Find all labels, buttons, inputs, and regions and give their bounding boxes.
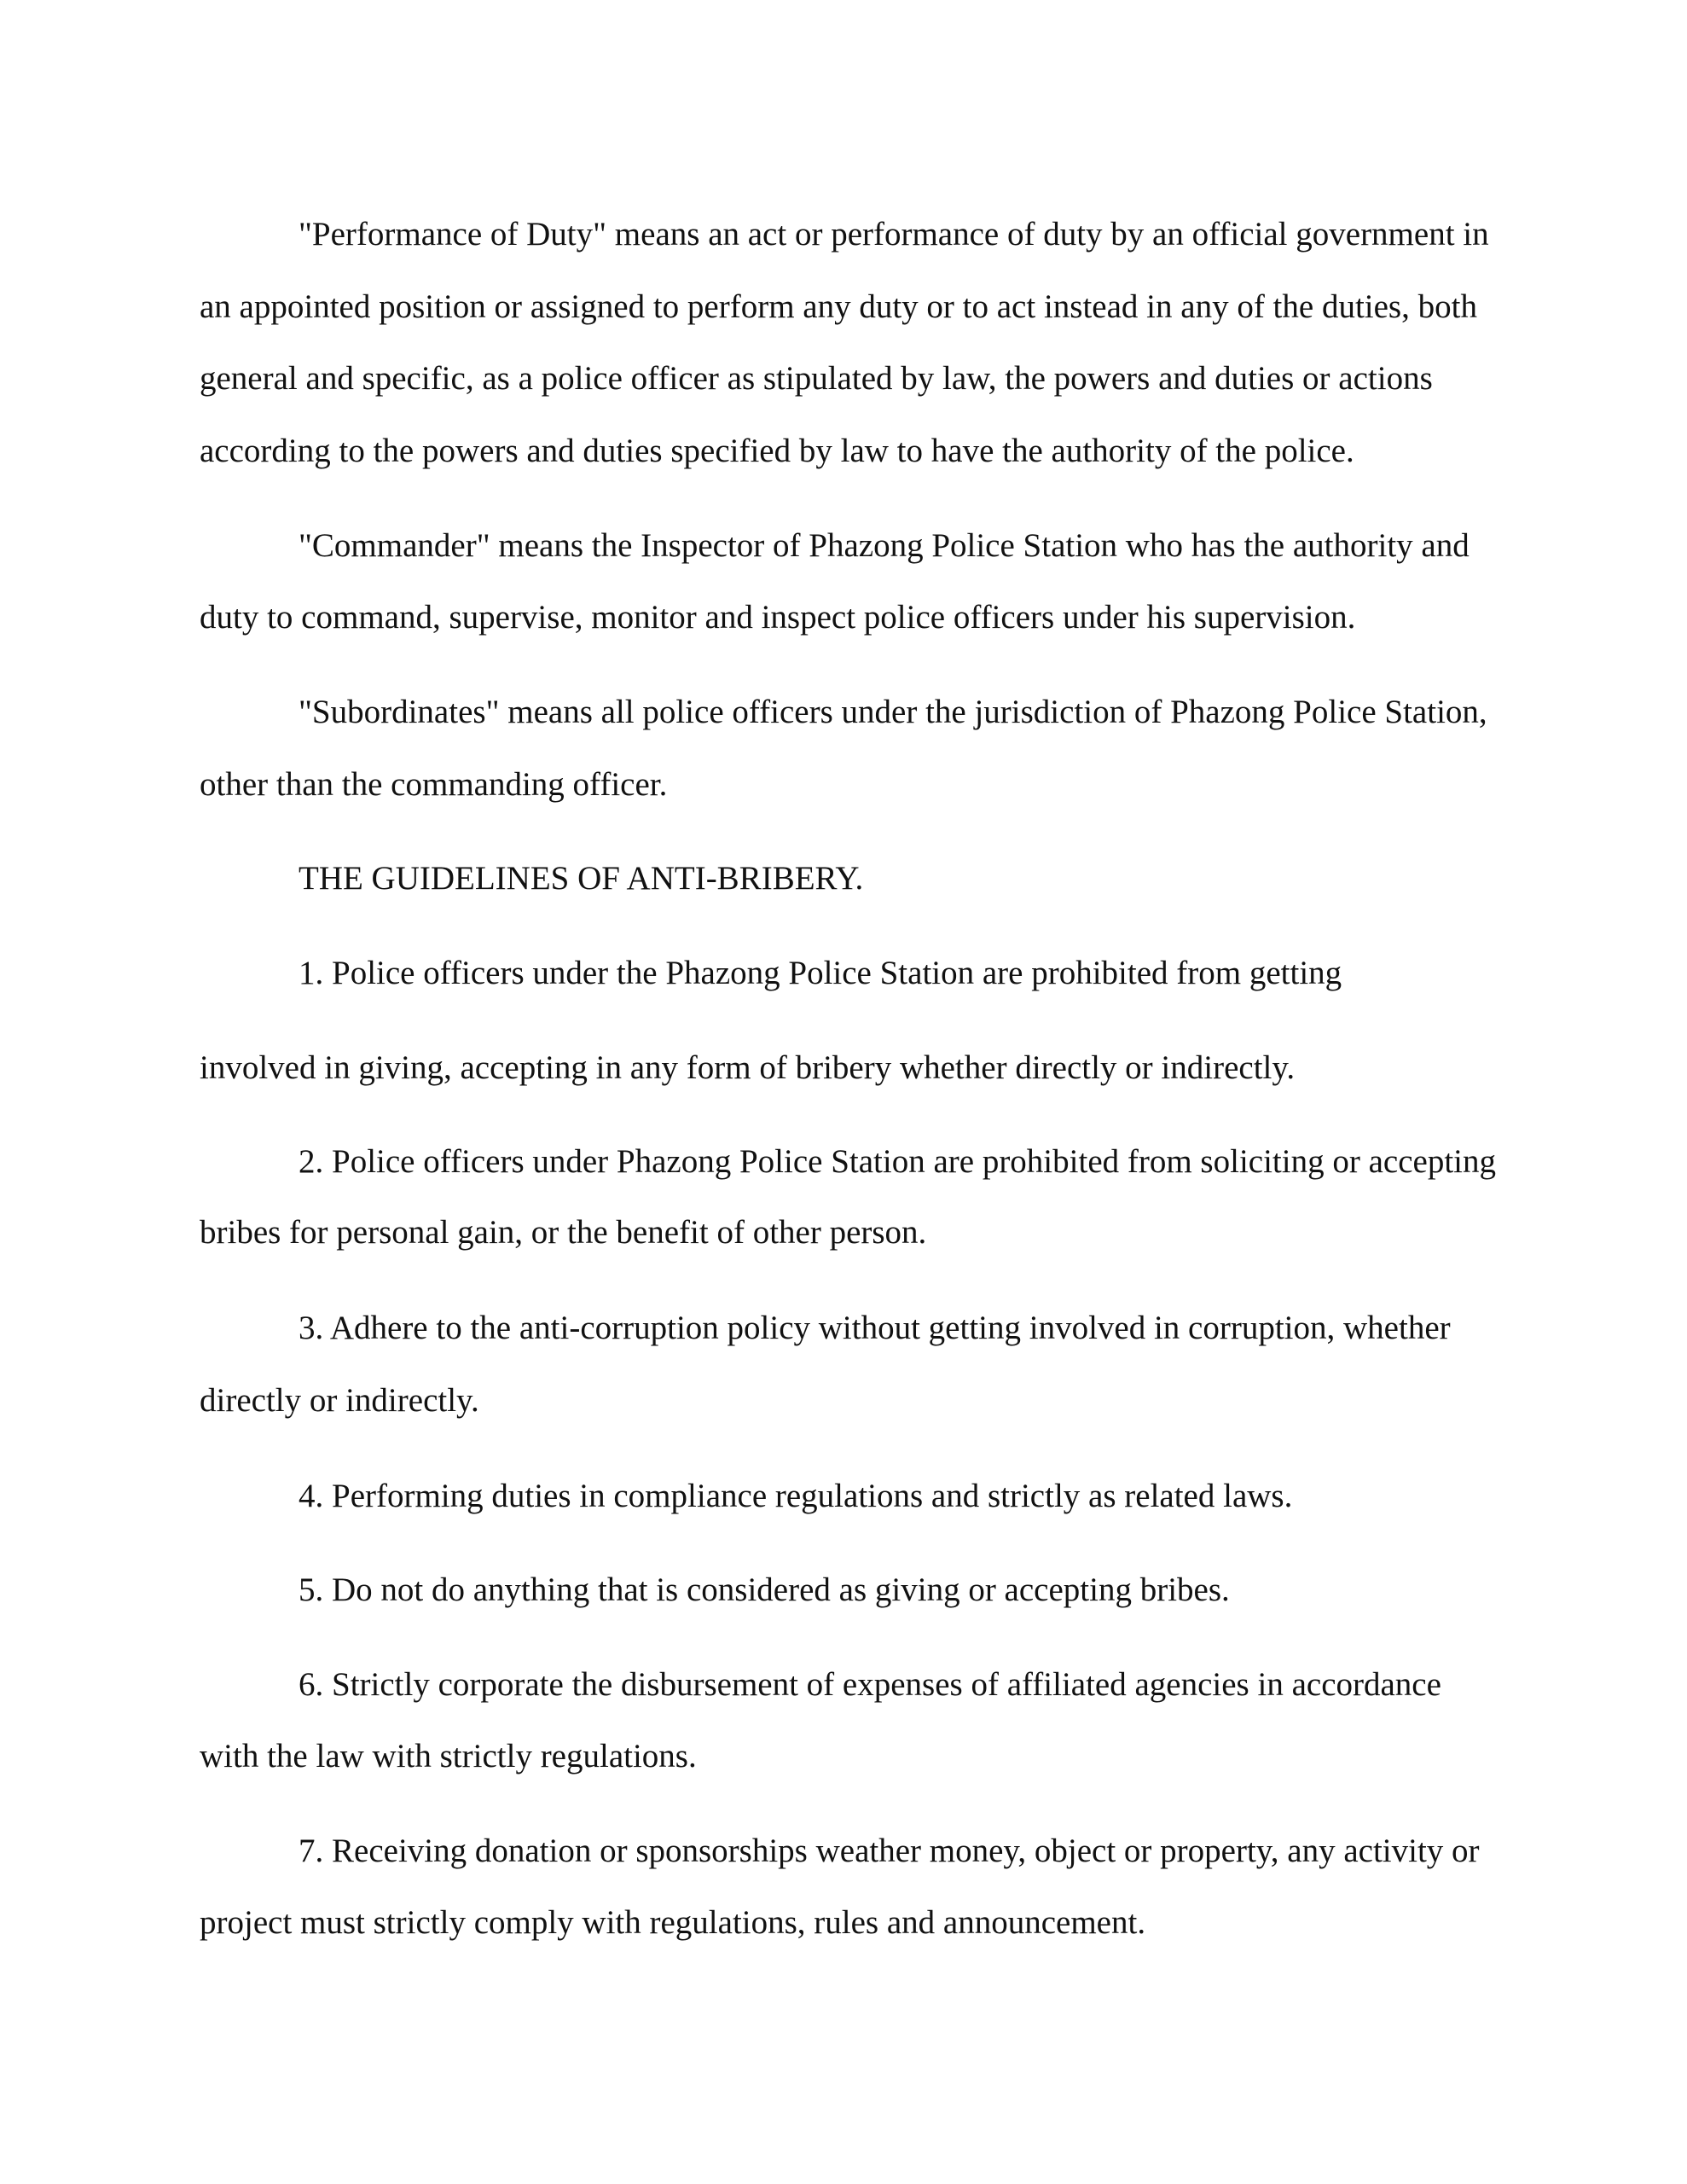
guideline-line: 4. Performing duties in compliance regulations and strictly as related laws. (299, 1478, 1293, 1514)
guideline-line: with the law with strictly regulations. (200, 1738, 697, 1774)
definition-line: an appointed position or assigned to perform any duty or to act instead in any of the duties, both (200, 288, 1477, 325)
definition-line: "Performance of Duty" means an act or performance of duty by an official government in (299, 216, 1489, 253)
guideline-line: 7. Receiving donation or sponsorships weather money, object or property, any activity or (299, 1833, 1480, 1869)
guideline-line: 2. Police officers under Phazong Police Station are prohibited from soliciting or accepting (299, 1143, 1496, 1180)
definition-line: other than the commanding officer. (200, 766, 668, 803)
guideline-line: 3. Adhere to the anti-corruption policy without getting involved in corruption, whether (299, 1310, 1451, 1346)
section-heading: THE GUIDELINES OF ANTI-BRIBERY. (299, 860, 864, 897)
guideline-line: 6. Strictly corporate the disbursement of expenses of affiliated agencies in accordance (299, 1666, 1441, 1703)
guideline-line: directly or indirectly. (200, 1382, 479, 1419)
guideline-line: involved in giving, accepting in any form of bribery whether directly or indirectly. (200, 1049, 1296, 1086)
definition-line: "Subordinates" means all police officers under the jurisdiction of Phazong Police Station, (299, 694, 1487, 730)
definition-line: according to the powers and duties specified by law to have the authority of the police. (200, 433, 1354, 469)
guideline-line: 1. Police officers under the Phazong Police Station are prohibited from getting (299, 955, 1342, 991)
guideline-line: project must strictly comply with regulations, rules and announcement. (200, 1904, 1146, 1941)
definition-line: "Commander" means the Inspector of Phazong Police Station who has the authority and (299, 527, 1470, 564)
guideline-line: 5. Do not do anything that is considered as giving or accepting bribes. (299, 1571, 1230, 1608)
definition-line: general and specific, as a police officer as stipulated by law, the powers and duties or actions (200, 360, 1433, 397)
guideline-line: bribes for personal gain, or the benefit of other person. (200, 1214, 927, 1251)
definition-line: duty to command, supervise, monitor and inspect police officers under his supervision. (200, 599, 1356, 636)
